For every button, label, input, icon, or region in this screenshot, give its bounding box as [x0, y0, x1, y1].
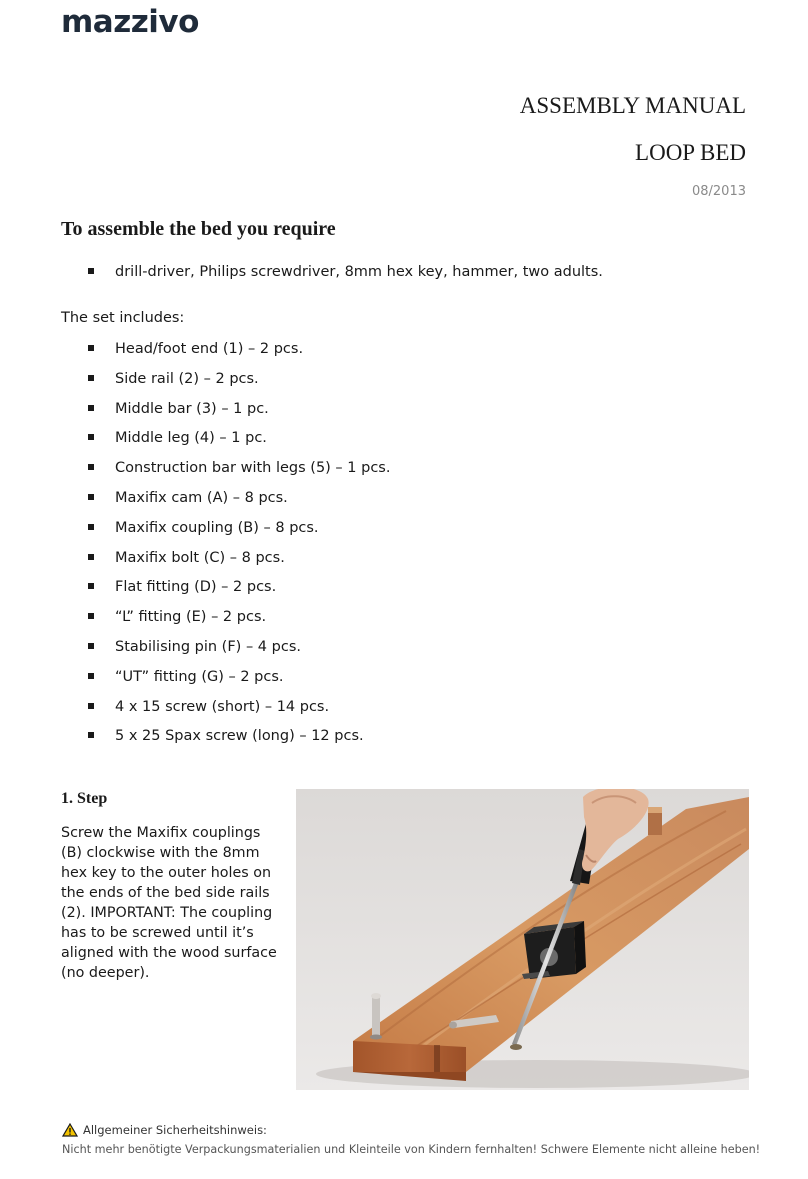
- bullet-icon: [88, 583, 94, 589]
- bullet-icon: [88, 434, 94, 440]
- list-item-text: Construction bar with legs (5) – 1 pcs.: [115, 460, 391, 477]
- list-item: [88, 518, 390, 548]
- list-item-text: 4 x 15 screw (short) – 14 pcs.: [115, 698, 330, 715]
- set-list: [88, 339, 390, 756]
- list-item-text: Maxifix coupling (B) – 8 pcs.: [115, 519, 319, 536]
- document-date: 08/2013: [691, 184, 746, 199]
- warning-icon: [62, 1123, 78, 1137]
- list-item: [88, 607, 390, 637]
- list-item: [88, 726, 390, 756]
- list-item-text: Maxifix cam (A) – 8 pcs.: [115, 489, 288, 506]
- list-item-text: “UT” fitting (G) – 2 pcs.: [115, 668, 284, 685]
- list-item: [88, 697, 390, 727]
- bullet-icon: [88, 524, 94, 530]
- product-title: LOOP BED: [635, 140, 746, 165]
- bullet-icon: [88, 703, 94, 709]
- bullet-icon: [88, 613, 94, 619]
- list-item-text: Head/foot end (1) – 2 pcs.: [115, 341, 304, 357]
- step-heading: 1. Step: [61, 790, 108, 807]
- safety-notice-text: Nicht mehr benötigte Verpackungsmaterialien und Kleinteile von Kindern fernhalten! Schwere Elemente nicht alleine heben!: [62, 1143, 761, 1156]
- list-item-text: Stabilising pin (F) – 4 pcs.: [115, 638, 301, 655]
- list-item-text: drill-driver, Philips screwdriver, 8mm hex key, hammer, two adults.: [115, 264, 603, 280]
- bullet-icon: [88, 643, 94, 649]
- safety-notice-title-text: Allgemeiner Sicherheitshinweis:: [83, 1123, 267, 1137]
- bullet-icon: [88, 732, 94, 738]
- bullet-icon: [88, 673, 94, 679]
- step-instructions: Screw the Maxifix couplings (B) clockwise with the 8mm hex key to the outer holes on the ends of the bed side rails (2). IMPORTANT: The coupling has to be screwed until it’s aligned with the wood surface (no deeper).: [61, 825, 277, 981]
- list-item-text: Middle bar (3) – 1 pc.: [115, 400, 269, 417]
- list-item: [88, 548, 390, 578]
- list-item-text: Flat fitting (D) – 2 pcs.: [115, 579, 277, 596]
- bullet-icon: [88, 464, 94, 470]
- list-item: [88, 262, 603, 292]
- list-item: [88, 428, 390, 458]
- bullet-icon: [88, 405, 94, 411]
- bullet-icon: [88, 268, 94, 274]
- list-item: [88, 637, 390, 667]
- list-item: [88, 488, 390, 518]
- requirements-list: [88, 262, 603, 292]
- step-photo: [296, 789, 749, 1090]
- list-item: [88, 667, 390, 697]
- bullet-icon: [88, 375, 94, 381]
- set-label: The set includes:: [61, 310, 185, 326]
- list-item-text: “L” fitting (E) – 2 pcs.: [115, 609, 267, 626]
- bullet-icon: [88, 554, 94, 560]
- bullet-icon: [88, 345, 94, 351]
- document-title: ASSEMBLY MANUAL: [519, 93, 746, 118]
- list-item-text: 5 x 25 Spax screw (long) – 12 pcs.: [115, 728, 364, 745]
- requirements-heading: To assemble the bed you require: [61, 218, 336, 240]
- safety-notice-title: [62, 1123, 267, 1137]
- bullet-icon: [88, 494, 94, 500]
- brand-logo: mazzivo: [61, 4, 199, 40]
- list-item-text: Middle leg (4) – 1 pc.: [115, 430, 267, 447]
- list-item: [88, 577, 390, 607]
- list-item: [88, 339, 390, 369]
- list-item: [88, 399, 390, 429]
- list-item-text: Maxifix bolt (C) – 8 pcs.: [115, 549, 285, 566]
- list-item: [88, 369, 390, 399]
- list-item-text: Side rail (2) – 2 pcs.: [115, 370, 259, 387]
- list-item: [88, 458, 390, 488]
